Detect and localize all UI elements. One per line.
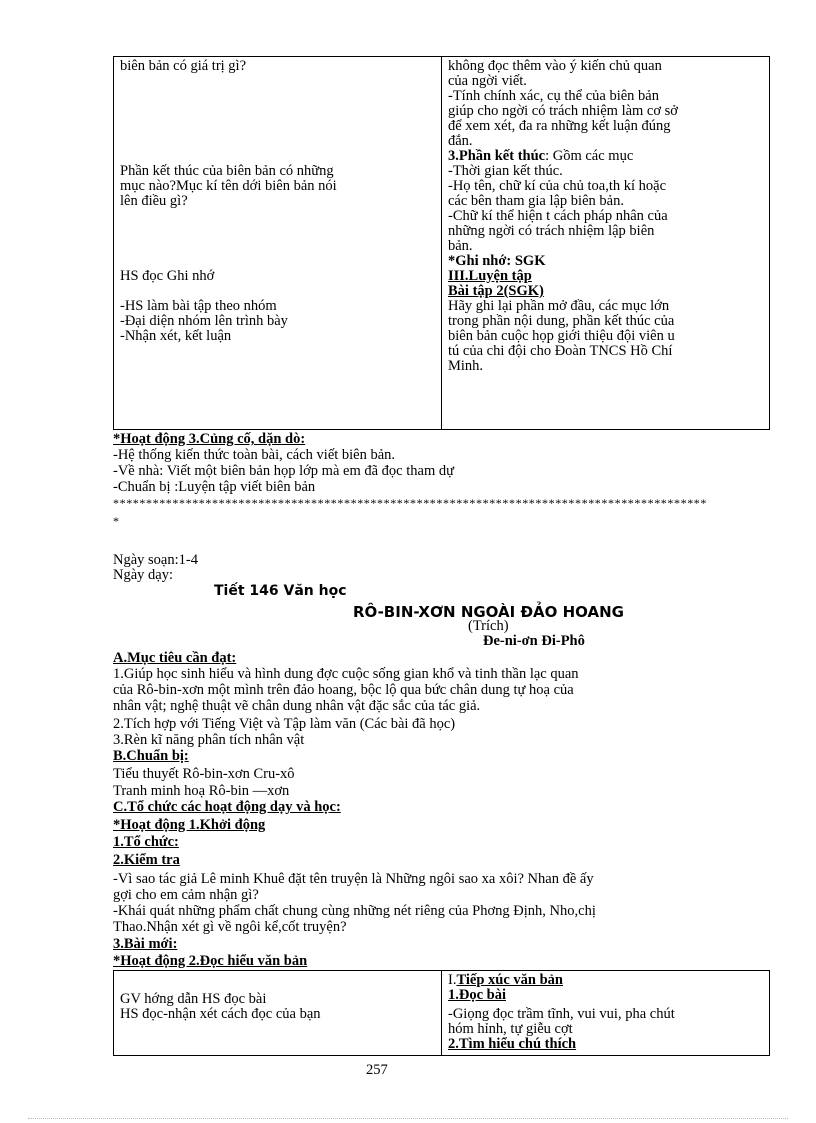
table2-right-cell bbox=[442, 971, 770, 1056]
table1-right-line: -Họ tên, chữ kí của chủ toa,th kí hoặc bbox=[448, 178, 667, 194]
tiep-xuc-heading: I.Tiếp xúc văn bản bbox=[448, 972, 563, 988]
hd3-line: -Về nhà: Viết một biên bản họp lớp mà em đã đọc tham dự bbox=[113, 463, 454, 479]
ngay-soan: Ngày soạn:1-4 bbox=[113, 552, 198, 568]
table1-left-line: mục nào?Mục kí tên dới biên bản nói bbox=[120, 178, 337, 194]
table1-right-line: những ngời có trách nhiệm lập biên bbox=[448, 223, 655, 239]
hd2-title: *Hoạt động 2.Đọc hiểu văn bản bbox=[113, 953, 308, 969]
table1-right-line: Minh. bbox=[448, 358, 484, 374]
table2-left-line: GV hớng dẫn HS đọc bài bbox=[120, 991, 267, 1007]
section-a-line: nhân vật; nghệ thuật vẽ chân dung nhân vật đặc sắc của tác giả. bbox=[113, 698, 481, 714]
section-b-title: B.Chuẩn bị: bbox=[113, 748, 189, 764]
ket-thuc-heading: 3.Phần kết thúc: Gồm các mục bbox=[448, 148, 634, 164]
hd3-line: -Chuẩn bị :Luyện tập viết biên bản bbox=[113, 479, 316, 495]
hd1-title: *Hoạt động 1.Khởi động bbox=[113, 817, 266, 833]
section-b-line: Tiểu thuyết Rô-bin-xơn Cru-xô bbox=[113, 766, 295, 782]
kiem-tra-line: -Khái quát những phẩm chất chung cùng những nét riêng của Phơng Định, Nho,chị bbox=[113, 903, 596, 919]
table1-left-line: -HS làm bài tập theo nhóm bbox=[120, 298, 277, 314]
table1-right-line: giúp cho ngời có trách nhiệm làm cơ sở bbox=[448, 103, 678, 119]
table1-right-line: -Chữ kí thể hiện t cách pháp nhân của bbox=[448, 208, 668, 224]
lesson-table-2 bbox=[113, 970, 770, 1056]
table1-left-line: -Đại diện nhóm lên trình bày bbox=[120, 313, 288, 329]
hd3-line: -Hệ thống kiến thức toàn bài, cách viết biên bản. bbox=[113, 447, 396, 463]
kiem-tra-line: -Vì sao tác giả Lê minh Khuê đặt tên truyện là Những ngôi sao xa xôi? Nhan đề ấy bbox=[113, 871, 594, 887]
table1-right-line: -Tính chính xác, cụ thể của biên bản bbox=[448, 88, 659, 104]
table2-right-line: -Giọng đọc trầm tĩnh, vui vui, pha chút bbox=[448, 1006, 675, 1022]
ngay-day: Ngày dạy: bbox=[113, 567, 173, 583]
author: Đe-ni-ơn Đi-Phô bbox=[483, 633, 585, 649]
luyen-tap-heading: III.Luyện tập bbox=[448, 268, 532, 284]
bai-moi-heading: 3.Bài mới: bbox=[113, 936, 178, 952]
table1-right-cell bbox=[442, 57, 770, 430]
lesson-table-1 bbox=[113, 56, 770, 430]
lesson-number: Tiết 146 Văn học bbox=[214, 583, 347, 599]
section-c-title: C.Tổ chức các hoạt động dạy và học: bbox=[113, 799, 341, 815]
page-edge-divider bbox=[28, 1118, 788, 1119]
section-a-title: A.Mục tiêu cần đạt: bbox=[113, 650, 237, 666]
table1-right-line: biên bản cuộc họp giới thiệu đội viên u bbox=[448, 328, 675, 344]
table1-right-line: tú của chi đội cho Đoàn TNCS Hồ Chí bbox=[448, 343, 673, 359]
kiem-tra-line: gợi cho em cảm nhận gì? bbox=[113, 887, 259, 903]
section-a-line: 2.Tích hợp với Tiếng Việt và Tập làm văn (Các bài đã học) bbox=[113, 716, 456, 732]
doc-bai-heading: 1.Đọc bài bbox=[448, 987, 506, 1003]
table1-right-line: để xem xét, đa ra những kết luận đúng bbox=[448, 118, 671, 134]
table1-left-line: -Nhận xét, kết luận bbox=[120, 328, 232, 344]
table1-left-line: biên bản có giá trị gì? bbox=[120, 58, 247, 74]
kiem-tra-line: Thao.Nhận xét gì về ngôi kể,cốt truyện? bbox=[113, 919, 347, 935]
table1-left-line: HS đọc Ghi nhớ bbox=[120, 268, 215, 284]
table1-right-line: -Thời gian kết thúc. bbox=[448, 163, 563, 179]
table2-right-line: hóm hỉnh, tự giễu cợt bbox=[448, 1021, 573, 1037]
lesson-title: RÔ-BIN-XƠN NGOÀI ĐẢO HOANG bbox=[353, 603, 624, 621]
table1-right-line: trong phần nội dung, phần kết thúc của bbox=[448, 313, 675, 329]
page-number: 257 bbox=[366, 1062, 388, 1078]
table1-right-line: của ngời viết. bbox=[448, 73, 527, 89]
section-a-line: 3.Rèn kĩ năng phân tích nhân vật bbox=[113, 732, 305, 748]
star-separator: ****************************************************************************************** bbox=[113, 496, 707, 510]
table1-right-line: các bên tham gia lập biên bản. bbox=[448, 193, 624, 209]
table1-right-line: bản. bbox=[448, 238, 473, 254]
table2-left-cell bbox=[114, 971, 442, 1056]
hd3-title: *Hoạt động 3.Củng cố, dặn dò: bbox=[113, 431, 306, 447]
trich-note: (Trích) bbox=[468, 618, 509, 634]
table2-left-line: HS đọc-nhận xét cách đọc của bạn bbox=[120, 1006, 321, 1022]
chu-thich-heading: 2.Tìm hiểu chú thích bbox=[448, 1036, 577, 1052]
table1-left-line: lên điều gì? bbox=[120, 193, 188, 209]
section-a-line: của Rô-bin-xơn một mình trên đảo hoang, bộc lộ qua bức chân dung tự hoạ của bbox=[113, 682, 574, 698]
kiem-tra-heading: 2.Kiểm tra bbox=[113, 852, 180, 868]
table1-right-line: không đọc thêm vào ý kiến chủ quan bbox=[448, 58, 662, 74]
section-a-line: 1.Giúp học sinh hiểu và hình dung đợc cuộc sống gian khổ và tinh thần lạc quan bbox=[113, 666, 579, 682]
star-separator-tail: * bbox=[113, 514, 120, 528]
ghi-nho-heading: *Ghi nhớ: SGK bbox=[448, 253, 546, 269]
bai-tap-heading: Bài tập 2(SGK) bbox=[448, 283, 544, 299]
table1-left-cell bbox=[114, 57, 442, 430]
table1-left-line: Phần kết thúc của biên bản có những bbox=[120, 163, 334, 179]
table1-right-line: Hãy ghi lại phần mở đầu, các mục lớn bbox=[448, 298, 670, 314]
table1-right-line: đắn. bbox=[448, 133, 473, 149]
section-b-line: Tranh minh hoạ Rô-bin —xơn bbox=[113, 783, 290, 799]
to-chuc-heading: 1.Tổ chức: bbox=[113, 834, 179, 850]
